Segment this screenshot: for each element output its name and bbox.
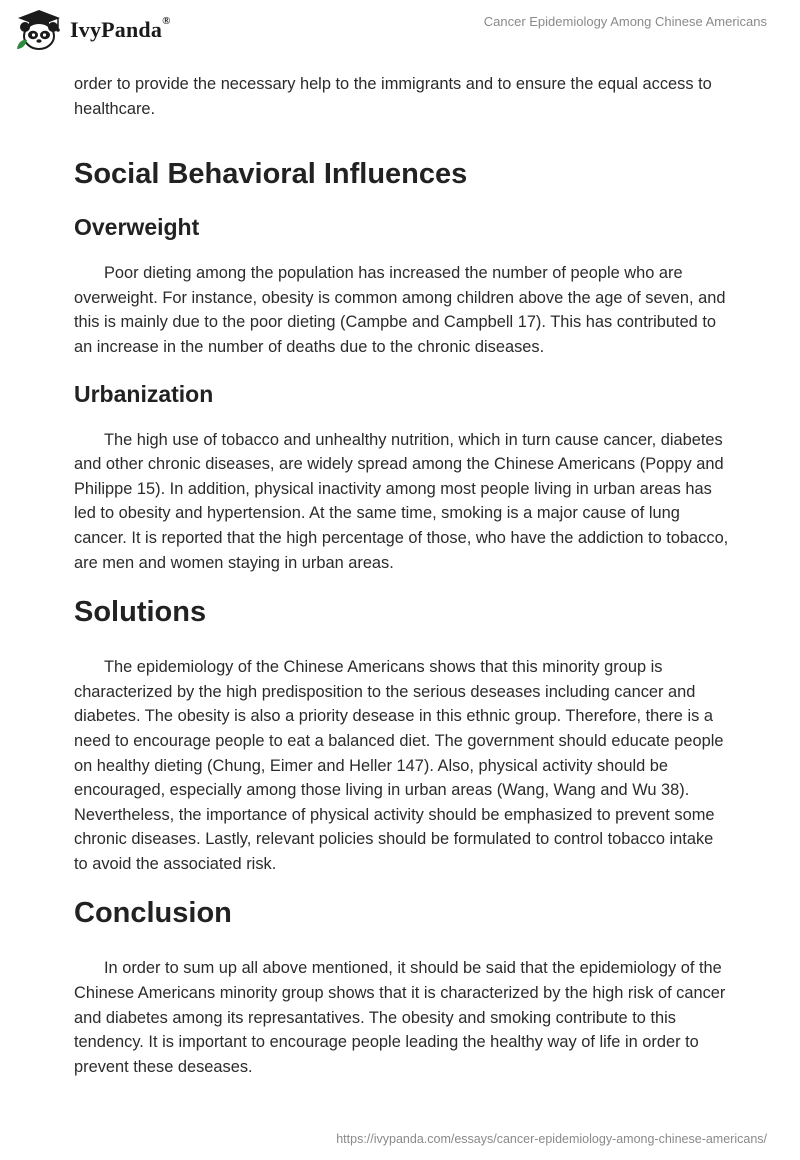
source-url[interactable]: https://ivypanda.com/essays/cancer-epidemiology-among-chinese-americans/: [336, 1132, 767, 1146]
paragraph-overweight: Poor dieting among the population has increased the number of people who are overweight. For instance, obesity is common among children above the age of seven, and this is mainly due to the poor dieting (Campbe and Campbell 17). This has contributed to an increase in the number of deaths due to the chronic diseases.: [74, 264, 726, 356]
subsection-heading-overweight: Overweight: [74, 214, 200, 241]
essay-content: [74, 72, 730, 1079]
page-header: [0, 0, 800, 60]
document-title: Cancer Epidemiology Among Chinese Americans: [483, 14, 767, 29]
section-heading-social: Social Behavioral Influences: [74, 158, 468, 191]
paragraph-urbanization: The high use of tobacco and unhealthy nutrition, which in turn cause cancer, diabetes and other chronic diseases, are widely spread among the Chinese Americans (Poppy and Philippe 15). In addition, physical inactivity among most people living in urban areas has led to obesity and hypertension. At the same time, smoking is a major cause of lung cancer. It is reported that the high percentage of those, who have the addiction to tobacco, are men and women staying in urban areas.: [74, 430, 729, 572]
panda-graduate-icon: [14, 9, 64, 51]
subsection-heading-urbanization: Urbanization: [74, 380, 214, 407]
intro-continuation: order to provide the necessary help to the immigrants and to ensure the equal access to healthcare.: [74, 75, 712, 118]
paragraph-conclusion: In order to sum up all above mentioned, it should be said that the epidemiology of the Chinese Americans minority group shows that it is characterized by the high risk of cancer and diabetes among its represantatives. The obesity and smoking contribute to this tendency. It is important to encourage people leading the healthy way of life in order to prevent these deseases.: [74, 959, 726, 1076]
section-heading-solutions: Solutions: [74, 596, 207, 629]
paragraph-solutions: The epidemiology of the Chinese Americans shows that this minority group is characterized by the high predisposition to the serious deseases including cancer and diabetes. The obesity is also a priority desease in this ethnic group. Therefore, there is a need to encourage people to eat a balanced diet. The government should educate people on healthy dieting (Chung, Eimer and Heller 147). Also, physical activity should be encouraged, especially among those living in urban areas (Wang, Wang and Wu 38). Nevertheless, the importance of physical activity should be emphasized to prevent some chronic diseases. Lastly, relevant policies should be formulated to control tobacco intake to avoid the associated risk.: [74, 658, 724, 873]
ivypanda-logo[interactable]: [14, 9, 171, 51]
logo-wordmark: IvyPanda®: [70, 15, 171, 42]
section-heading-conclusion: Conclusion: [74, 897, 232, 930]
